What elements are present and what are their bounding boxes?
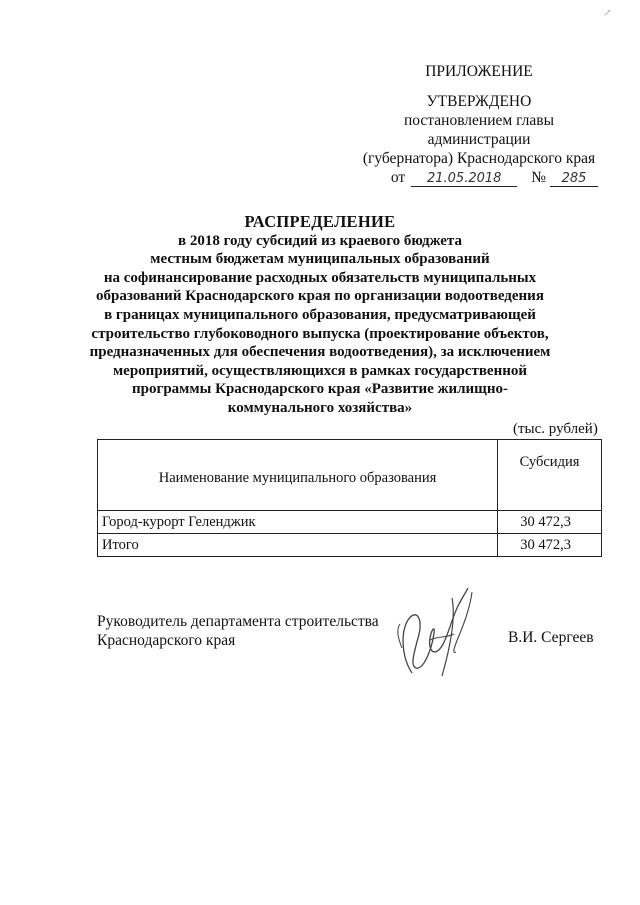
row-subsidy: 30 472,3 [498, 511, 602, 534]
total-label: Итого [98, 534, 498, 557]
approved-label: УТВЕРЖДЕНО [426, 93, 532, 110]
approval-date-number-row [360, 168, 598, 187]
total-value: 30 472,3 [498, 534, 602, 557]
number-label: № [531, 169, 546, 186]
appendix-label: ПРИЛОЖЕНИЕ [425, 63, 533, 80]
heading-line: мероприятий, осуществляющихся в рамках государственной [112, 362, 528, 379]
column-header-subsidy: Субсидия [498, 440, 602, 511]
table-row-total [98, 534, 602, 557]
position-line-2: Краснодарского края [97, 632, 236, 649]
table-header-row [98, 440, 602, 511]
heading-line: образований Краснодарского края по организации водоотведения [96, 288, 544, 305]
heading-line: строительство глубоководного выпуска (проектирование объектов, [91, 325, 549, 342]
approval-number: 285 [550, 172, 598, 187]
heading-line: на софинансирование расходных обязательств муниципальных [103, 269, 537, 286]
units-label: (тыс. рублей) [513, 421, 598, 437]
heading-line: в границах муниципального образования, предусматривающей [104, 306, 536, 323]
signatory-position [97, 612, 379, 650]
column-header-name: Наименование муниципального образования [98, 440, 498, 511]
heading-line: местным бюджетам муниципальных образований [150, 251, 490, 268]
approval-block [360, 62, 598, 187]
document-heading [80, 213, 560, 418]
document-title: РАСПРЕДЕЛЕНИЕ [244, 212, 396, 231]
page-corner-mark: ↗ [603, 8, 612, 19]
signatory-name: В.И. Сергеев [508, 629, 594, 646]
heading-line: в 2018 году субсидий из краевого бюджета [178, 232, 462, 249]
row-municipality: Город-курорт Геленджик [98, 511, 498, 534]
approval-line-1: постановлением главы администрации [404, 112, 554, 148]
approval-line-2: (губернатора) Краснодарского края [362, 150, 596, 167]
position-line-1: Руководитель департамента строительства [97, 613, 379, 630]
handwritten-signature [372, 578, 492, 688]
approval-date: 21.05.2018 [411, 172, 517, 187]
table-row [98, 511, 602, 534]
heading-line: программы Краснодарского края «Развитие жилищно- [132, 381, 508, 398]
subsidy-table [97, 439, 602, 557]
heading-line: предназначенных для обеспечения водоотведения), за исключением [89, 344, 551, 361]
from-label: от [390, 169, 406, 186]
heading-line: коммунального хозяйства» [227, 399, 413, 416]
